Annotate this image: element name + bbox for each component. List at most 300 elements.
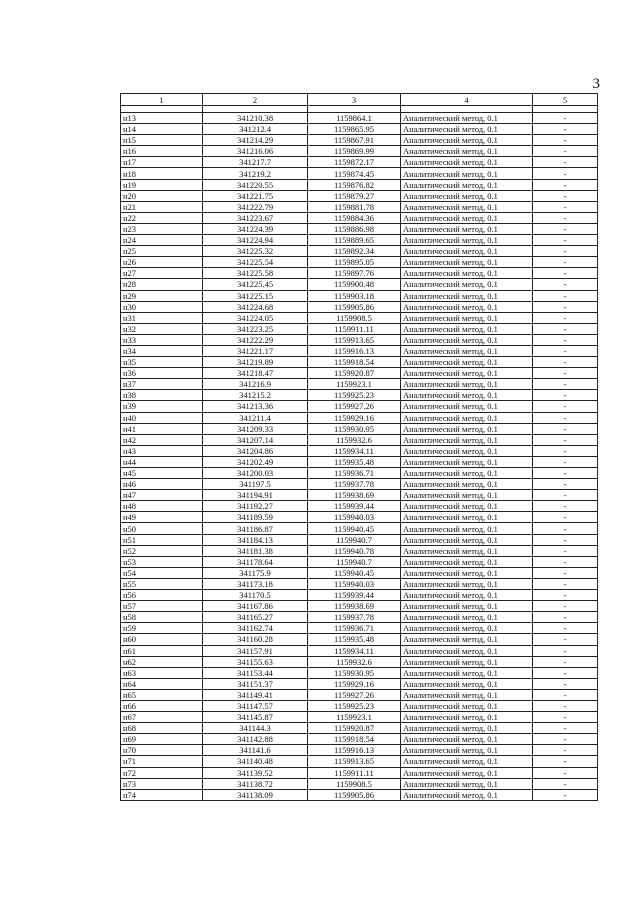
point-id-cell: н64: [121, 678, 203, 689]
method-cell: Аналитический метод, 0.1: [401, 390, 533, 401]
y-coordinate-cell: 1159932.6: [308, 434, 401, 445]
x-coordinate-cell: 341181.38: [203, 545, 308, 556]
table-row: [121, 745, 598, 756]
x-coordinate-cell: 341222.79: [203, 201, 308, 212]
y-coordinate-cell: 1159900.48: [308, 279, 401, 290]
note-cell: -: [533, 601, 598, 612]
x-coordinate-cell: 341216.06: [203, 146, 308, 157]
point-id-cell: н35: [121, 357, 203, 368]
table-row: [121, 423, 598, 434]
point-id-cell: н63: [121, 667, 203, 678]
y-coordinate-cell: 1159938.69: [308, 490, 401, 501]
point-id-cell: н45: [121, 468, 203, 479]
point-id-cell: н47: [121, 490, 203, 501]
note-cell: -: [533, 656, 598, 667]
note-cell: -: [533, 612, 598, 623]
y-coordinate-cell: 1159911.11: [308, 323, 401, 334]
table-row: [121, 124, 598, 135]
point-id-cell: н61: [121, 645, 203, 656]
note-cell: -: [533, 778, 598, 789]
x-coordinate-cell: 341216.9: [203, 379, 308, 390]
table-row: [121, 390, 598, 401]
point-id-cell: н59: [121, 623, 203, 634]
note-cell: -: [533, 534, 598, 545]
point-id-cell: н48: [121, 501, 203, 512]
y-coordinate-cell: 1159876.82: [308, 179, 401, 190]
method-cell: Аналитический метод, 0.1: [401, 434, 533, 445]
method-cell: Аналитический метод, 0.1: [401, 490, 533, 501]
method-cell: Аналитический метод, 0.1: [401, 612, 533, 623]
note-cell: -: [533, 578, 598, 589]
method-cell: Аналитический метод, 0.1: [401, 345, 533, 356]
point-id-cell: н39: [121, 401, 203, 412]
table-row: [121, 567, 598, 578]
table-row: [121, 135, 598, 146]
table-row: [121, 712, 598, 723]
table-row: [121, 700, 598, 711]
method-cell: Аналитический метод, 0.1: [401, 257, 533, 268]
y-coordinate-cell: 1159920.87: [308, 368, 401, 379]
x-coordinate-cell: 341145.87: [203, 712, 308, 723]
table-row: [121, 590, 598, 601]
x-coordinate-cell: 341155.63: [203, 656, 308, 667]
point-id-cell: н32: [121, 323, 203, 334]
point-id-cell: н37: [121, 379, 203, 390]
x-coordinate-cell: 341219.89: [203, 357, 308, 368]
point-id-cell: н30: [121, 301, 203, 312]
table-row: [121, 656, 598, 667]
table-row: [121, 490, 598, 501]
note-cell: -: [533, 290, 598, 301]
y-coordinate-cell: 1159940.7: [308, 556, 401, 567]
point-id-cell: н73: [121, 778, 203, 789]
table-row: [121, 279, 598, 290]
y-coordinate-cell: 1159895.05: [308, 257, 401, 268]
method-cell: Аналитический метод, 0.1: [401, 301, 533, 312]
method-cell: Аналитический метод, 0.1: [401, 756, 533, 767]
method-cell: Аналитический метод, 0.1: [401, 767, 533, 778]
note-cell: -: [533, 445, 598, 456]
method-cell: Аналитический метод, 0.1: [401, 778, 533, 789]
point-id-cell: н21: [121, 201, 203, 212]
method-cell: Аналитический метод, 0.1: [401, 246, 533, 257]
method-cell: Аналитический метод, 0.1: [401, 412, 533, 423]
y-coordinate-cell: 1159939.44: [308, 590, 401, 601]
point-id-cell: н65: [121, 689, 203, 700]
x-coordinate-cell: 341219.2: [203, 168, 308, 179]
note-cell: -: [533, 623, 598, 634]
y-coordinate-cell: 1159937.78: [308, 479, 401, 490]
x-coordinate-cell: 341178.64: [203, 556, 308, 567]
y-coordinate-cell: 1159905.86: [308, 301, 401, 312]
point-id-cell: н62: [121, 656, 203, 667]
method-cell: Аналитический метод, 0.1: [401, 468, 533, 479]
method-cell: Аналитический метод, 0.1: [401, 268, 533, 279]
table-row: [121, 456, 598, 467]
point-id-cell: н34: [121, 345, 203, 356]
point-id-cell: н27: [121, 268, 203, 279]
y-coordinate-cell: 1159886.98: [308, 223, 401, 234]
note-cell: -: [533, 712, 598, 723]
method-cell: Аналитический метод, 0.1: [401, 734, 533, 745]
method-cell: Аналитический метод, 0.1: [401, 334, 533, 345]
y-coordinate-cell: 1159940.45: [308, 567, 401, 578]
x-coordinate-cell: 341157.91: [203, 645, 308, 656]
table-row: [121, 612, 598, 623]
table-header-row: [121, 94, 598, 106]
x-coordinate-cell: 341220.55: [203, 179, 308, 190]
x-coordinate-cell: 341224.05: [203, 312, 308, 323]
point-id-cell: н15: [121, 135, 203, 146]
point-id-cell: н69: [121, 734, 203, 745]
method-cell: Аналитический метод, 0.1: [401, 678, 533, 689]
note-cell: -: [533, 246, 598, 257]
point-id-cell: н33: [121, 334, 203, 345]
method-cell: Аналитический метод, 0.1: [401, 323, 533, 334]
point-id-cell: н26: [121, 257, 203, 268]
method-cell: Аналитический метод, 0.1: [401, 623, 533, 634]
point-id-cell: н56: [121, 590, 203, 601]
x-coordinate-cell: 341214.29: [203, 135, 308, 146]
table-row: [121, 268, 598, 279]
x-coordinate-cell: 341204.86: [203, 445, 308, 456]
x-coordinate-cell: 341165.27: [203, 612, 308, 623]
point-id-cell: н14: [121, 124, 203, 135]
x-coordinate-cell: 341225.15: [203, 290, 308, 301]
point-id-cell: н51: [121, 534, 203, 545]
point-id-cell: н31: [121, 312, 203, 323]
table-row: [121, 523, 598, 534]
note-cell: -: [533, 401, 598, 412]
y-coordinate-cell: 1159937.78: [308, 612, 401, 623]
y-coordinate-cell: 1159923.1: [308, 712, 401, 723]
note-cell: -: [533, 390, 598, 401]
x-coordinate-cell: 341223.25: [203, 323, 308, 334]
method-cell: Аналитический метод, 0.1: [401, 201, 533, 212]
table-row: [121, 767, 598, 778]
point-id-cell: н38: [121, 390, 203, 401]
y-coordinate-cell: 1159939.44: [308, 501, 401, 512]
table-row: [121, 645, 598, 656]
note-cell: -: [533, 490, 598, 501]
table-row: [121, 789, 598, 800]
method-cell: Аналитический метод, 0.1: [401, 379, 533, 390]
point-id-cell: н41: [121, 423, 203, 434]
point-id-cell: н46: [121, 479, 203, 490]
point-id-cell: н13: [121, 113, 203, 124]
method-cell: Аналитический метод, 0.1: [401, 456, 533, 467]
table-row: [121, 357, 598, 368]
y-coordinate-cell: 1159897.76: [308, 268, 401, 279]
x-coordinate-cell: 341200.03: [203, 468, 308, 479]
note-cell: -: [533, 124, 598, 135]
table-row: [121, 678, 598, 689]
x-coordinate-cell: 341218.47: [203, 368, 308, 379]
table-row: [121, 623, 598, 634]
x-coordinate-cell: 341224.94: [203, 235, 308, 246]
method-cell: Аналитический метод, 0.1: [401, 146, 533, 157]
point-id-cell: н71: [121, 756, 203, 767]
header-cell: 2: [203, 94, 308, 106]
table-row: [121, 401, 598, 412]
x-coordinate-cell: 341225.45: [203, 279, 308, 290]
table-row: [121, 368, 598, 379]
y-coordinate-cell: 1159925.23: [308, 700, 401, 711]
table-row: [121, 246, 598, 257]
method-cell: Аналитический метод, 0.1: [401, 645, 533, 656]
header-cell: 3: [308, 94, 401, 106]
note-cell: -: [533, 501, 598, 512]
method-cell: Аналитический метод, 0.1: [401, 124, 533, 135]
table-row: [121, 201, 598, 212]
y-coordinate-cell: 1159923.1: [308, 379, 401, 390]
note-cell: -: [533, 456, 598, 467]
x-coordinate-cell: 341213.36: [203, 401, 308, 412]
table-row: [121, 534, 598, 545]
note-cell: -: [533, 545, 598, 556]
table-row: [121, 146, 598, 157]
point-id-cell: н28: [121, 279, 203, 290]
method-cell: Аналитический метод, 0.1: [401, 190, 533, 201]
note-cell: -: [533, 113, 598, 124]
x-coordinate-cell: 341212.4: [203, 124, 308, 135]
x-coordinate-cell: 341225.58: [203, 268, 308, 279]
table-body: [121, 113, 598, 801]
note-cell: -: [533, 689, 598, 700]
table-row: [121, 212, 598, 223]
note-cell: -: [533, 667, 598, 678]
point-id-cell: н29: [121, 290, 203, 301]
x-coordinate-cell: 341138.09: [203, 789, 308, 800]
point-id-cell: н25: [121, 246, 203, 257]
x-coordinate-cell: 341144.3: [203, 723, 308, 734]
table-row: [121, 756, 598, 767]
point-id-cell: н49: [121, 512, 203, 523]
note-cell: -: [533, 212, 598, 223]
x-coordinate-cell: 341139.52: [203, 767, 308, 778]
table-row: [121, 168, 598, 179]
y-coordinate-cell: 1159879.27: [308, 190, 401, 201]
x-coordinate-cell: 341162.74: [203, 623, 308, 634]
y-coordinate-cell: 1159940.03: [308, 578, 401, 589]
y-coordinate-cell: 1159934.11: [308, 445, 401, 456]
y-coordinate-cell: 1159913.65: [308, 756, 401, 767]
table-row: [121, 556, 598, 567]
x-coordinate-cell: 341153.44: [203, 667, 308, 678]
x-coordinate-cell: 341142.88: [203, 734, 308, 745]
y-coordinate-cell: 1159930.95: [308, 667, 401, 678]
x-coordinate-cell: 341140.48: [203, 756, 308, 767]
point-id-cell: н50: [121, 523, 203, 534]
table-row: [121, 445, 598, 456]
method-cell: Аналитический метод, 0.1: [401, 656, 533, 667]
method-cell: Аналитический метод, 0.1: [401, 223, 533, 234]
y-coordinate-cell: 1159874.45: [308, 168, 401, 179]
method-cell: Аналитический метод, 0.1: [401, 689, 533, 700]
method-cell: Аналитический метод, 0.1: [401, 235, 533, 246]
method-cell: Аналитический метод, 0.1: [401, 479, 533, 490]
note-cell: -: [533, 146, 598, 157]
x-coordinate-cell: 341224.39: [203, 223, 308, 234]
method-cell: Аналитический метод, 0.1: [401, 157, 533, 168]
method-cell: Аналитический метод, 0.1: [401, 401, 533, 412]
header-cell: 4: [401, 94, 533, 106]
note-cell: -: [533, 734, 598, 745]
y-coordinate-cell: 1159869.99: [308, 146, 401, 157]
table-row: [121, 334, 598, 345]
note-cell: -: [533, 723, 598, 734]
table-row: [121, 312, 598, 323]
point-id-cell: н60: [121, 634, 203, 645]
header-separator-row: [121, 106, 598, 113]
table-row: [121, 179, 598, 190]
point-id-cell: н44: [121, 456, 203, 467]
y-coordinate-cell: 1159934.11: [308, 645, 401, 656]
note-cell: -: [533, 201, 598, 212]
y-coordinate-cell: 1159892.34: [308, 246, 401, 257]
y-coordinate-cell: 1159936.71: [308, 623, 401, 634]
point-id-cell: н36: [121, 368, 203, 379]
note-cell: -: [533, 223, 598, 234]
x-coordinate-cell: 341160.28: [203, 634, 308, 645]
point-id-cell: н42: [121, 434, 203, 445]
method-cell: Аналитический метод, 0.1: [401, 423, 533, 434]
y-coordinate-cell: 1159929.16: [308, 678, 401, 689]
x-coordinate-cell: 341141.6: [203, 745, 308, 756]
y-coordinate-cell: 1159936.71: [308, 468, 401, 479]
y-coordinate-cell: 1159889.65: [308, 235, 401, 246]
method-cell: Аналитический метод, 0.1: [401, 534, 533, 545]
table-row: [121, 257, 598, 268]
x-coordinate-cell: 341151.37: [203, 678, 308, 689]
y-coordinate-cell: 1159918.54: [308, 357, 401, 368]
method-cell: Аналитический метод, 0.1: [401, 135, 533, 146]
point-id-cell: н74: [121, 789, 203, 800]
x-coordinate-cell: 341217.7: [203, 157, 308, 168]
note-cell: -: [533, 556, 598, 567]
point-id-cell: н53: [121, 556, 203, 567]
table-row: [121, 345, 598, 356]
x-coordinate-cell: 341138.72: [203, 778, 308, 789]
y-coordinate-cell: 1159903.18: [308, 290, 401, 301]
method-cell: Аналитический метод, 0.1: [401, 212, 533, 223]
x-coordinate-cell: 341211.4: [203, 412, 308, 423]
note-cell: -: [533, 357, 598, 368]
note-cell: -: [533, 567, 598, 578]
note-cell: -: [533, 334, 598, 345]
y-coordinate-cell: 1159929.16: [308, 412, 401, 423]
y-coordinate-cell: 1159927.26: [308, 401, 401, 412]
y-coordinate-cell: 1159867.91: [308, 135, 401, 146]
header-cell: 1: [121, 94, 203, 106]
note-cell: -: [533, 257, 598, 268]
y-coordinate-cell: 1159918.54: [308, 734, 401, 745]
y-coordinate-cell: 1159913.65: [308, 334, 401, 345]
method-cell: Аналитический метод, 0.1: [401, 789, 533, 800]
x-coordinate-cell: 341223.67: [203, 212, 308, 223]
x-coordinate-cell: 341221.17: [203, 345, 308, 356]
point-id-cell: н70: [121, 745, 203, 756]
note-cell: -: [533, 235, 598, 246]
table-row: [121, 578, 598, 589]
table-row: [121, 778, 598, 789]
table-row: [121, 323, 598, 334]
point-id-cell: н67: [121, 712, 203, 723]
y-coordinate-cell: 1159884.36: [308, 212, 401, 223]
method-cell: Аналитический метод, 0.1: [401, 723, 533, 734]
note-cell: -: [533, 190, 598, 201]
point-id-cell: н55: [121, 578, 203, 589]
y-coordinate-cell: 1159908.5: [308, 312, 401, 323]
method-cell: Аналитический метод, 0.1: [401, 179, 533, 190]
method-cell: Аналитический метод, 0.1: [401, 168, 533, 179]
note-cell: -: [533, 312, 598, 323]
note-cell: -: [533, 179, 598, 190]
note-cell: -: [533, 590, 598, 601]
x-coordinate-cell: 341225.54: [203, 257, 308, 268]
point-id-cell: н43: [121, 445, 203, 456]
y-coordinate-cell: 1159932.6: [308, 656, 401, 667]
table-row: [121, 545, 598, 556]
x-coordinate-cell: 341149.41: [203, 689, 308, 700]
method-cell: Аналитический метод, 0.1: [401, 523, 533, 534]
point-id-cell: н57: [121, 601, 203, 612]
point-id-cell: н18: [121, 168, 203, 179]
method-cell: Аналитический метод, 0.1: [401, 445, 533, 456]
table-row: [121, 512, 598, 523]
note-cell: -: [533, 268, 598, 279]
y-coordinate-cell: 1159908.5: [308, 778, 401, 789]
coordinates-table: [120, 93, 598, 801]
point-id-cell: н23: [121, 223, 203, 234]
note-cell: -: [533, 301, 598, 312]
method-cell: Аналитический метод, 0.1: [401, 312, 533, 323]
x-coordinate-cell: 341202.49: [203, 456, 308, 467]
method-cell: Аналитический метод, 0.1: [401, 279, 533, 290]
y-coordinate-cell: 1159865.95: [308, 124, 401, 135]
table-row: [121, 734, 598, 745]
table-row: [121, 412, 598, 423]
note-cell: -: [533, 423, 598, 434]
table-row: [121, 235, 598, 246]
note-cell: -: [533, 168, 598, 179]
x-coordinate-cell: 341186.87: [203, 523, 308, 534]
y-coordinate-cell: 1159935.48: [308, 456, 401, 467]
table-row: [121, 434, 598, 445]
x-coordinate-cell: 341225.32: [203, 246, 308, 257]
note-cell: -: [533, 634, 598, 645]
x-coordinate-cell: 341221.75: [203, 190, 308, 201]
note-cell: -: [533, 368, 598, 379]
note-cell: -: [533, 135, 598, 146]
table-row: [121, 379, 598, 390]
note-cell: -: [533, 512, 598, 523]
note-cell: -: [533, 434, 598, 445]
y-coordinate-cell: 1159881.78: [308, 201, 401, 212]
note-cell: -: [533, 678, 598, 689]
x-coordinate-cell: 341170.5: [203, 590, 308, 601]
y-coordinate-cell: 1159938.69: [308, 601, 401, 612]
x-coordinate-cell: 341189.59: [203, 512, 308, 523]
note-cell: -: [533, 789, 598, 800]
method-cell: Аналитический метод, 0.1: [401, 590, 533, 601]
note-cell: -: [533, 345, 598, 356]
table-row: [121, 601, 598, 612]
table-row: [121, 223, 598, 234]
x-coordinate-cell: 341209.33: [203, 423, 308, 434]
x-coordinate-cell: 341175.9: [203, 567, 308, 578]
note-cell: -: [533, 323, 598, 334]
